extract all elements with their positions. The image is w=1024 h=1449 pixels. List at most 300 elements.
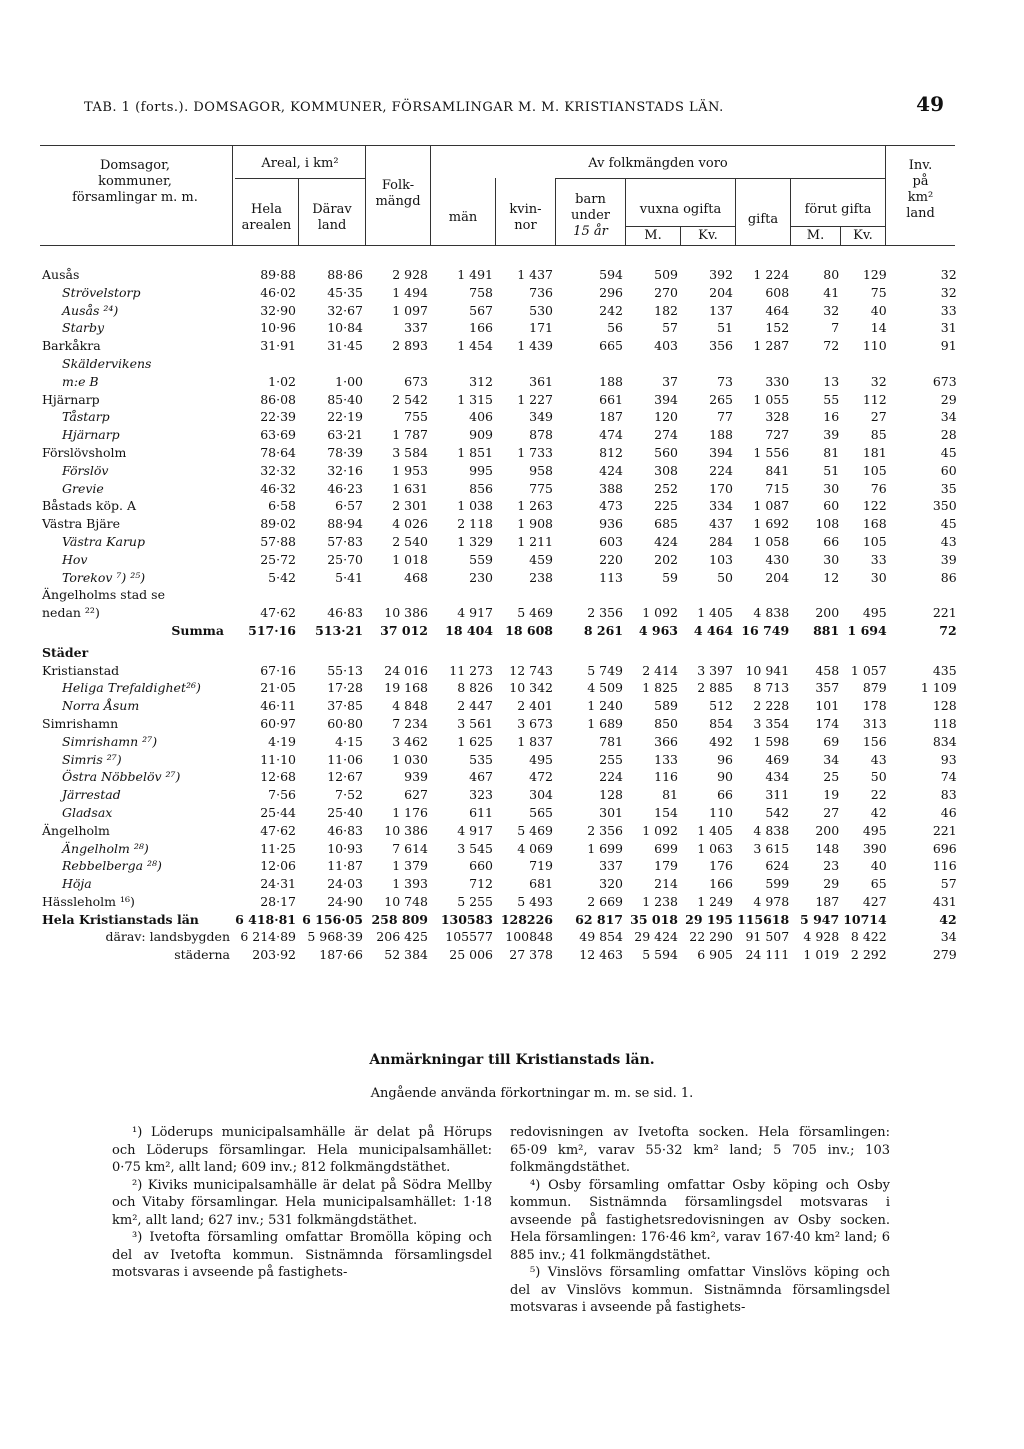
col-vuxna-m: M.: [644, 228, 662, 243]
cell-value: 72: [823, 338, 840, 354]
cell-value: 608: [765, 284, 790, 300]
cell-value: [791, 640, 841, 662]
table-row: [40, 768, 959, 786]
cell-value: 85: [870, 427, 887, 443]
cell-value: [625, 586, 680, 604]
cell-value: 5 594: [642, 947, 678, 963]
cell-value: 40: [870, 302, 887, 318]
row-name: m:e B: [62, 373, 99, 389]
row-name: Hässleholm ¹⁶): [42, 893, 135, 909]
cell-value: 1 063: [697, 840, 733, 856]
cell-value: 265: [709, 391, 733, 407]
cell-value: 10·93: [327, 840, 363, 856]
notes-left-column: [112, 1124, 492, 1282]
cell-value: 468: [404, 569, 428, 585]
cell-value: 7 234: [392, 715, 428, 731]
cell-value: 10·84: [327, 320, 363, 336]
cell-value: 2 893: [392, 338, 428, 354]
cell-value: 221: [932, 605, 957, 621]
col-domsagor: Domsagor, kommuner, församlingar m. m.: [72, 158, 198, 205]
row-name: Torekov ⁷) ²⁵): [62, 569, 146, 585]
cell-value: 27: [870, 409, 887, 425]
cell-value: 719: [529, 858, 553, 874]
cell-value: 4 838: [753, 605, 790, 621]
cell-value: 24·90: [327, 893, 363, 909]
cell-value: 25: [823, 769, 840, 785]
cell-value: 1 238: [642, 893, 678, 909]
cell-value: 60·80: [327, 715, 363, 731]
cell-value: [555, 586, 625, 604]
cell-value: 567: [469, 302, 493, 318]
cell-value: 67·16: [260, 662, 296, 678]
row-name: Strövelstorp: [62, 284, 141, 300]
cell-value: 100848: [505, 929, 553, 945]
row-name: Ängelholms stad se: [42, 587, 165, 603]
cell-value: 5·41: [335, 569, 363, 585]
cell-value: 29 424: [634, 929, 678, 945]
cell-value: 936: [599, 516, 623, 532]
cell-value: 1 454: [457, 338, 493, 354]
cell-value: 30: [823, 551, 840, 567]
cell-value: 1 556: [753, 444, 790, 460]
cell-value: 242: [599, 302, 623, 318]
cell-value: 696: [932, 840, 957, 856]
cell-value: 166: [469, 320, 493, 336]
cell-value: 388: [599, 480, 623, 496]
cell-value: 435: [932, 662, 957, 678]
cell-value: 834: [932, 733, 957, 749]
row-name: Kristianstad: [42, 662, 120, 678]
table-row: [40, 875, 959, 893]
cell-value: 221: [932, 822, 957, 838]
cell-value: [841, 586, 889, 604]
cell-value: 224: [709, 462, 733, 478]
cell-value: 204: [709, 284, 733, 300]
cell-value: 611: [469, 804, 493, 820]
cell-value: 224: [599, 769, 623, 785]
cell-value: 156: [862, 733, 887, 749]
cell-value: 50: [870, 769, 887, 785]
cell-value: 627: [404, 787, 428, 803]
cell-value: 8 422: [850, 929, 887, 945]
cell-value: 89·88: [260, 267, 296, 282]
cell-value: 31: [940, 320, 957, 336]
cell-value: 45: [940, 444, 957, 460]
cell-value: 308: [654, 462, 678, 478]
cell-value: 5 469: [517, 822, 553, 838]
row-name: Förslövsholm: [42, 444, 127, 460]
cell-value: 238: [529, 569, 553, 585]
cell-value: 4 464: [693, 622, 733, 638]
row-name: Barkåkra: [42, 338, 101, 354]
cell-value: 40: [870, 858, 887, 874]
cell-value: 33: [940, 302, 957, 318]
cell-value: [735, 586, 791, 604]
cell-value: 2 356: [587, 822, 623, 838]
cell-value: 7·56: [268, 787, 296, 803]
table-row: [40, 266, 959, 284]
cell-value: 170: [709, 480, 733, 496]
cell-value: 1 329: [457, 533, 493, 549]
cell-value: 214: [654, 876, 678, 892]
cell-value: 1 787: [392, 427, 428, 443]
table-row: [40, 733, 959, 751]
cell-value: 32·16: [327, 462, 363, 478]
cell-value: 392: [709, 267, 733, 282]
cell-value: 349: [529, 409, 553, 425]
cell-value: [791, 586, 841, 604]
cell-value: 492: [709, 733, 733, 749]
cell-value: 200: [815, 822, 840, 838]
page-number: 49: [916, 92, 944, 116]
cell-value: 129: [862, 267, 887, 282]
note-1: ¹) Löderups municipalsamhälle är delat på Hörups och Löderups församlingar. Hela municipalsamhället: 0·75 km², allt land; 609 inv.; 812 folkmängdstäthet.: [112, 1125, 492, 1175]
col-forut-gifta: förut gifta: [804, 202, 872, 217]
cell-value: 63·21: [327, 427, 363, 443]
cell-value: 1 240: [587, 698, 623, 714]
cell-value: 187: [815, 893, 840, 909]
table-row: [40, 946, 959, 964]
cell-value: 4·15: [335, 733, 363, 749]
col-folkmangd: Folk- mängd: [375, 178, 421, 209]
cell-value: 427: [862, 893, 887, 909]
cell-value: 148: [815, 840, 840, 856]
cell-value: 301: [599, 804, 623, 820]
cell-value: [430, 355, 495, 373]
table-row: [40, 751, 959, 769]
cell-value: 57: [940, 876, 957, 892]
cell-value: [680, 586, 735, 604]
cell-value: 4·19: [268, 733, 296, 749]
cell-value: 356: [709, 338, 733, 354]
cell-value: 91 507: [745, 929, 790, 945]
cell-value: 255: [599, 751, 623, 767]
cell-value: 1 263: [517, 498, 553, 514]
table-row: [40, 857, 959, 875]
cell-value: 43: [870, 751, 887, 767]
row-name: Summa: [171, 622, 224, 638]
cell-value: 118: [932, 715, 957, 731]
row-name: Heliga Trefaldighet²⁶): [62, 680, 201, 696]
cell-value: 168: [862, 516, 887, 532]
col-av-folkmangden: Av folkmängden voro: [588, 156, 728, 171]
page-header: [84, 92, 944, 120]
cell-value: 727: [765, 427, 790, 443]
cell-value: 16 749: [741, 622, 790, 638]
cell-value: 530: [529, 302, 553, 318]
cell-value: 101: [815, 698, 840, 714]
cell-value: 512: [709, 698, 733, 714]
cell-value: 35: [940, 480, 957, 496]
row-name: Ängelholm ²⁸): [62, 840, 149, 856]
cell-value: 182: [654, 302, 678, 318]
cell-value: 495: [529, 751, 553, 767]
cell-value: 304: [529, 787, 553, 803]
row-name: städerna: [174, 947, 230, 963]
cell-value: 323: [469, 787, 493, 803]
cell-value: 188: [599, 373, 623, 389]
cell-value: 91: [940, 338, 957, 354]
row-name: Järrestad: [62, 787, 121, 803]
cell-value: 252: [654, 480, 678, 496]
row-name: Båstads köp. A: [42, 498, 136, 514]
cell-value: 46·02: [260, 284, 296, 300]
cell-value: 10 386: [384, 822, 428, 838]
cell-value: 62 817: [575, 911, 623, 927]
cell-value: 673: [404, 373, 428, 389]
cell-value: 103: [709, 551, 733, 567]
cell-value: 178: [862, 698, 887, 714]
cell-value: 179: [654, 858, 678, 874]
cell-value: 4 509: [587, 680, 623, 696]
cell-value: 350: [932, 498, 957, 514]
cell-value: 166: [709, 876, 733, 892]
cell-value: 8 826: [457, 680, 493, 696]
cell-value: 128: [932, 698, 957, 714]
row-name: Västra Bjäre: [42, 516, 121, 532]
cell-value: 110: [862, 338, 887, 354]
cell-value: [232, 586, 298, 604]
cell-value: 128226: [500, 911, 553, 927]
cell-value: 881: [813, 622, 840, 638]
cell-value: 509: [654, 267, 678, 282]
cell-value: 431: [932, 893, 957, 909]
cell-value: [841, 355, 889, 373]
cell-value: [365, 355, 430, 373]
cell-value: 41: [823, 284, 840, 300]
cell-value: 24·03: [327, 876, 363, 892]
cell-value: 366: [654, 733, 678, 749]
cell-value: 459: [529, 551, 553, 567]
cell-value: 685: [654, 516, 678, 532]
cell-value: 51: [823, 462, 840, 478]
cell-value: 715: [765, 480, 790, 496]
cell-value: 21·05: [260, 680, 296, 696]
cell-value: 74: [940, 769, 957, 785]
cell-value: 32·32: [260, 462, 296, 478]
cell-value: 1 699: [587, 840, 623, 856]
cell-value: 3 673: [517, 715, 553, 731]
cell-value: 45·35: [327, 284, 363, 300]
cell-value: 19: [823, 787, 840, 803]
cell-value: 284: [709, 533, 733, 549]
cell-value: 1 953: [392, 462, 428, 478]
cell-value: 775: [529, 480, 553, 496]
col-hela-arealen: Hela arealen: [241, 202, 292, 233]
cell-value: [680, 640, 735, 662]
cell-value: 27: [823, 804, 840, 820]
cell-value: 434: [765, 769, 790, 785]
cell-value: 130583: [440, 911, 493, 927]
cell-value: 995: [469, 462, 493, 478]
cell-value: [495, 355, 555, 373]
cell-value: 25·44: [260, 804, 296, 820]
cell-value: 12 463: [579, 947, 623, 963]
cell-value: 105: [862, 533, 887, 549]
cell-value: 4 848: [392, 698, 428, 714]
cell-value: 19 168: [384, 680, 428, 696]
cell-value: 181: [862, 444, 887, 460]
cell-value: 46·83: [327, 605, 363, 621]
cell-value: 80: [823, 267, 840, 282]
table-row: [40, 302, 959, 320]
cell-value: 1 227: [517, 391, 553, 407]
row-name: Skäldervikens: [62, 355, 152, 371]
cell-value: 5 749: [587, 662, 623, 678]
cell-value: [430, 586, 495, 604]
cell-value: [735, 640, 791, 662]
cell-value: 7 614: [392, 840, 428, 856]
header-title: TAB. 1 (forts.). DOMSAGOR, KOMMUNER, FÖRSAMLINGAR M. M. KRISTIANSTADS LÄN.: [84, 100, 724, 115]
cell-value: 337: [599, 858, 623, 874]
cell-value: 115618: [737, 911, 790, 927]
cell-value: [555, 355, 625, 373]
cell-value: 1·02: [268, 373, 296, 389]
row-name: Gladsax: [62, 804, 113, 820]
table-row: [40, 662, 959, 680]
row-name: Höja: [62, 876, 92, 892]
cell-value: 1 109: [920, 680, 957, 696]
cell-value: 758: [469, 284, 493, 300]
cell-value: 187·66: [319, 947, 363, 963]
cell-value: 137: [709, 302, 733, 318]
cell-value: 878: [529, 427, 553, 443]
table-row: [40, 284, 959, 302]
cell-value: 1 038: [457, 498, 493, 514]
cell-value: 96: [717, 751, 733, 767]
cell-value: 2 356: [587, 605, 623, 621]
cell-value: 22·19: [327, 409, 363, 425]
cell-value: 2 928: [392, 267, 428, 282]
cell-value: 27 378: [509, 947, 553, 963]
cell-value: 909: [469, 427, 493, 443]
cell-value: 473: [599, 498, 623, 514]
row-name: Västra Karup: [62, 533, 145, 549]
cell-value: 474: [599, 427, 623, 443]
table-row: [40, 928, 959, 946]
cell-value: 4 978: [753, 893, 790, 909]
cell-value: 660: [469, 858, 493, 874]
cell-value: [495, 640, 555, 662]
cell-value: 113: [599, 569, 623, 585]
cell-value: 812: [599, 444, 623, 460]
cell-value: 5 469: [517, 605, 553, 621]
cell-value: 589: [654, 698, 678, 714]
col-areal: Areal, i km²: [261, 156, 339, 171]
cell-value: 1 018: [392, 551, 428, 567]
cell-value: 472: [529, 769, 553, 785]
col-darav-land: Därav land: [312, 202, 352, 233]
cell-value: 60·97: [260, 715, 296, 731]
cell-value: 1 379: [392, 858, 428, 874]
cell-value: 55: [823, 391, 840, 407]
cell-value: 1 491: [457, 267, 493, 282]
cell-value: 32·90: [260, 302, 296, 318]
cell-value: 939: [404, 769, 428, 785]
cell-value: 2 885: [697, 680, 733, 696]
cell-value: 560: [654, 444, 678, 460]
cell-value: 105577: [445, 929, 493, 945]
cell-value: 47·62: [260, 822, 296, 838]
col-kvinnor: kvin- nor: [509, 202, 542, 233]
cell-value: 4 026: [392, 516, 428, 532]
cell-value: 565: [529, 804, 553, 820]
cell-value: 12·06: [260, 858, 296, 874]
cell-value: 37·85: [327, 698, 363, 714]
cell-value: 3 462: [392, 733, 428, 749]
table-header: [40, 148, 955, 248]
note-5: ⁵) Vinslövs församling omfattar Vinslövs köping och del av Vinslövs kommun. Sistnämnda församlingsdel motsvaras i avseende på fastighets-: [510, 1265, 890, 1315]
cell-value: 225: [654, 498, 678, 514]
cell-value: 1 405: [697, 822, 733, 838]
cell-value: 25 006: [449, 947, 493, 963]
cell-value: 337: [404, 320, 428, 336]
cell-value: 334: [709, 498, 733, 514]
cell-value: [430, 640, 495, 662]
note-3: ³) Ivetofta församling omfattar Bromölla köping och del av Ivetofta kommun. Sistnämnda församlingsdel motsvaras i avseende på fastighets-: [112, 1230, 492, 1280]
cell-value: 1 908: [517, 516, 553, 532]
cell-value: 1 092: [642, 605, 678, 621]
row-name: nedan ²²): [42, 605, 100, 621]
cell-value: [555, 640, 625, 662]
row-name: Starby: [62, 320, 105, 336]
cell-value: [889, 355, 959, 373]
cell-value: 13: [823, 373, 840, 389]
cell-value: 6 156·05: [302, 911, 363, 927]
cell-value: 1 249: [697, 893, 733, 909]
cell-value: 4 838: [753, 822, 790, 838]
cell-value: 513·21: [315, 622, 363, 638]
table-row: [40, 480, 959, 498]
cell-value: 357: [815, 680, 840, 696]
cell-value: 81: [662, 787, 678, 803]
cell-value: 88·94: [327, 516, 363, 532]
cell-value: 46·83: [327, 822, 363, 838]
cell-value: 1 211: [517, 533, 553, 549]
cell-value: 86: [940, 569, 957, 585]
row-name: Norra Åsum: [62, 698, 140, 714]
cell-value: 42: [939, 911, 957, 927]
cell-value: 681: [529, 876, 553, 892]
cell-value: 133: [654, 751, 678, 767]
cell-value: 110: [709, 804, 733, 820]
cell-value: 1 439: [517, 338, 553, 354]
cell-value: 1 057: [850, 662, 887, 678]
cell-value: 542: [765, 804, 790, 820]
table-row: [40, 715, 959, 733]
row-name: Hela Kristianstads län: [42, 911, 199, 927]
cell-value: 712: [469, 876, 493, 892]
cell-value: 39: [823, 427, 840, 443]
cell-value: 279: [932, 947, 957, 963]
cell-value: 330: [765, 373, 790, 389]
table-row: [40, 426, 959, 444]
cell-value: 1 598: [753, 733, 790, 749]
col-barn: barn under 15 år: [571, 192, 610, 239]
cell-value: 4 069: [517, 840, 553, 856]
cell-value: 220: [599, 551, 623, 567]
cell-value: 3 615: [753, 840, 790, 856]
cell-value: 755: [404, 409, 428, 425]
cell-value: 1 825: [642, 680, 678, 696]
cell-value: 37: [662, 373, 678, 389]
table-row: [40, 319, 959, 337]
cell-value: 55·13: [327, 662, 363, 678]
row-name: Simrishamn ²⁷): [62, 733, 158, 749]
cell-value: 206 425: [376, 929, 428, 945]
cell-value: 60: [823, 498, 840, 514]
row-name: därav: landsbygden: [105, 929, 230, 945]
